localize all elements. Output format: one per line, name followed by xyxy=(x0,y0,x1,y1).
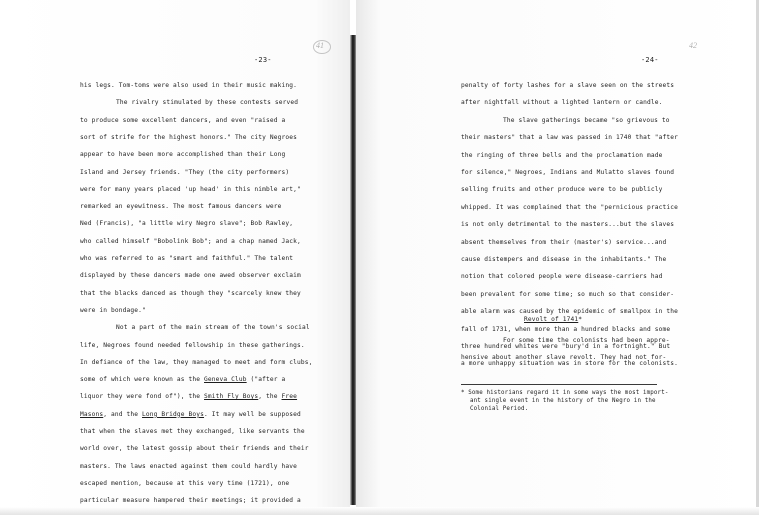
footnote-line: Colonial Period. xyxy=(470,406,529,412)
underlined-name: Long Bridge Boys xyxy=(142,410,205,418)
text-line xyxy=(461,152,663,159)
text-line xyxy=(80,169,289,176)
text-segment: some of which were known as the xyxy=(80,376,205,384)
text-segment: The slave gatherings became "so grievous to xyxy=(503,116,670,124)
underlined-name: Free xyxy=(281,393,298,401)
text-line xyxy=(461,169,674,176)
text-line xyxy=(80,445,309,452)
text-segment: sort of strife for the highest honors." The city Negroes xyxy=(80,133,298,141)
text-segment: is not only detrimental to the masters...but the slaves xyxy=(461,221,675,229)
text-segment: Ned (Francis), "a little wiry Negro slave"; Bob Rawley, xyxy=(80,220,294,228)
text-segment: . It may well be supposed xyxy=(204,410,301,418)
text-segment: selling fruits and other produce were to be publicly xyxy=(461,186,663,194)
text-line xyxy=(461,221,674,228)
text-segment: ("after a xyxy=(246,376,286,384)
left-page xyxy=(0,0,350,515)
text-segment: the ringing of three bells and the proclamation made xyxy=(461,151,663,159)
text-line xyxy=(461,354,666,361)
section-heading xyxy=(524,316,582,323)
text-line xyxy=(80,272,301,279)
text-segment: to produce some excellent dancers, and even "raised a xyxy=(80,116,286,124)
text-segment: particular measure hampered their meetings; it provided a xyxy=(80,497,301,505)
left-pencil-note: 41 xyxy=(316,41,324,50)
footnote-line: ant single event in the history of the Negro in the xyxy=(470,398,656,404)
text-segment: Not a part of the main stream of the town's social xyxy=(116,324,310,332)
text-segment: whipped. It was complained that the "pernicious practice xyxy=(461,203,679,211)
text-segment: escaped mention, because at this very time (1721), one xyxy=(80,479,290,487)
text-line xyxy=(80,497,301,504)
text-line xyxy=(80,307,146,314)
text-line xyxy=(461,186,663,193)
text-segment: his legs. Tom-toms were also used in their music making. xyxy=(80,82,298,89)
text-line xyxy=(461,82,674,89)
text-line xyxy=(80,255,293,262)
text-segment: that the blacks danced as though they "scarcely knew they xyxy=(80,289,301,297)
text-line xyxy=(461,239,666,246)
text-line xyxy=(461,291,674,298)
text-segment: hensive about another slave revolt. They had not for- xyxy=(461,354,667,362)
text-segment: for silence," Negroes, Indians and Mulatto slaves found xyxy=(461,169,675,176)
page-shadow xyxy=(0,507,759,515)
text-line xyxy=(80,203,282,210)
text-segment: were in bondage." xyxy=(80,306,146,314)
text-segment: that when the slaves met they exchanged, like servants the xyxy=(80,428,305,435)
text-segment: For some time the colonists had been appre- xyxy=(503,337,670,344)
text-line xyxy=(461,308,678,315)
text-line xyxy=(80,480,289,487)
text-line xyxy=(80,376,285,383)
text-line xyxy=(80,342,305,349)
text-line xyxy=(461,204,678,211)
text-segment: absent themselves from their (master's) service...and xyxy=(461,238,667,246)
text-line xyxy=(80,134,297,141)
text-line xyxy=(461,134,678,141)
text-segment: a more unhappy situation was in store for the colonists. xyxy=(461,360,679,368)
text-line xyxy=(80,117,285,124)
text-line xyxy=(80,82,297,89)
text-line xyxy=(80,151,285,158)
text-segment: after nightfall without a lighted lantern or candle. xyxy=(461,99,663,107)
text-segment: displayed by these dancers made one awed observer exclaim xyxy=(80,272,301,280)
text-line xyxy=(461,273,663,280)
text-segment: The rivalry stimulated by these contests served xyxy=(116,99,299,107)
text-segment: , the xyxy=(258,393,282,401)
text-segment: who was referred to as "smart and faithful." The talent xyxy=(80,255,294,262)
underlined-name: Smith Fly Boys xyxy=(204,393,259,401)
text-segment: appear to have been more accomplished than their Long xyxy=(80,151,286,159)
text-segment: were for many years placed 'up head' in this nimble art," xyxy=(80,185,301,193)
text-line xyxy=(80,463,297,470)
text-segment: their masters" that a law was passed in 1740 that "after xyxy=(461,134,679,142)
text-segment: Island and Jersey friends. "They (the city performers) xyxy=(80,168,290,176)
right-page-number: -24- xyxy=(641,56,659,64)
text-line xyxy=(80,393,297,400)
text-line xyxy=(461,256,666,263)
section-heading-asterisk: * xyxy=(578,316,583,323)
text-line xyxy=(80,411,301,418)
text-segment: liquor they were fond of"), the xyxy=(80,393,205,401)
text-segment: able alarm was caused by the epidemic of smallpox in the xyxy=(461,308,679,316)
text-segment: masters. The laws enacted against them could hardly have xyxy=(80,462,298,470)
text-line xyxy=(80,238,301,245)
text-line xyxy=(503,337,670,344)
text-line xyxy=(503,117,670,124)
footnote-line: * Some historians regard it in some ways the most import- xyxy=(461,390,669,396)
text-segment: three hundred whites were "bury'd in a fortnight." But xyxy=(461,343,671,350)
text-segment: penalty of forty lashes for a slave seen on the streets xyxy=(461,82,675,89)
right-page xyxy=(356,0,759,515)
text-line xyxy=(116,324,310,331)
text-segment: world over, the latest gossip about their friends and their xyxy=(80,445,309,453)
text-line xyxy=(461,326,670,333)
underlined-name: Masons xyxy=(80,410,104,418)
text-segment: cause distempers and disease in the inhabitants." The xyxy=(461,256,667,263)
text-segment: who called himself "Bobolink Bob"; and a chap named Jack, xyxy=(80,237,301,245)
text-segment: life, Negroes found needed fellowship in these gatherings. xyxy=(80,341,305,349)
text-segment: been prevalent for some time; so much so that consider- xyxy=(461,290,675,298)
underlined-name: Geneva Club xyxy=(204,376,247,384)
footnote-rule xyxy=(461,384,657,385)
left-page-number: -23- xyxy=(254,56,272,64)
text-line xyxy=(461,343,670,350)
text-line xyxy=(80,290,301,297)
right-pencil-note: 42 xyxy=(689,41,697,50)
text-line xyxy=(80,186,301,193)
text-line xyxy=(116,99,298,106)
section-heading-text: Revolt of 1741 xyxy=(524,316,579,323)
text-line xyxy=(461,360,678,367)
text-line xyxy=(80,428,305,435)
text-segment: notion that colored people were disease-carriers had xyxy=(461,273,663,281)
text-segment: remarked an eyewitness. The most famous dancers were xyxy=(80,203,282,211)
text-line xyxy=(461,99,663,106)
text-line xyxy=(80,359,313,366)
text-line xyxy=(80,220,293,227)
text-segment: In defiance of the law, they managed to meet and form clubs, xyxy=(80,358,313,366)
text-segment: , and the xyxy=(103,410,143,418)
text-segment: fall of 1731, when more than a hundred blacks and some xyxy=(461,325,671,333)
